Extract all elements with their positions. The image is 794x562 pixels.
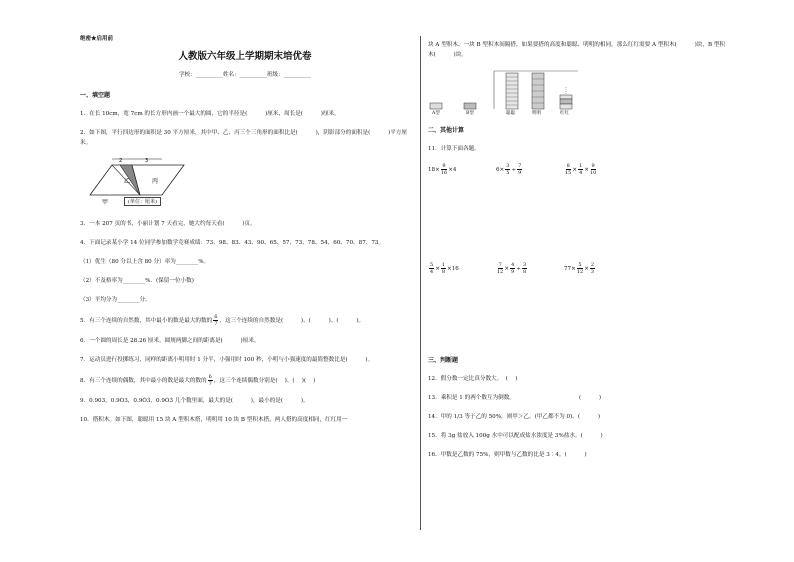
fig-label-jia: 甲 [102, 199, 109, 206]
section-fill-blank: 一、填空题 [80, 92, 111, 99]
question-15: 15．将 3g 盐放入 100g 水中可以配成盐水浓度是 3%盐水。( ) [428, 433, 603, 439]
secret-label: 绝密★启用前 [80, 36, 114, 42]
calc-row-2 [428, 262, 628, 275]
section-calculation: 二、其他计算 [428, 127, 465, 134]
calc-4: $\frac{5}{4}$ × $\frac{1}{8}$ ×16 [430, 262, 459, 275]
question-2: 2．如下图，平行四边形的面积是 30 平方厘米，其中甲、乙、丙三个三角形的面积比是( )，阴影部分的面积是( )平方厘米。 [80, 130, 408, 146]
question-5: 5．有三个连续的自然数，其中最小的数是最大的数的 $\frac{6}{7}$ ，这三个连续的自然数是( )、( )、( )。 [80, 314, 365, 327]
label-b-block: B型 [466, 111, 474, 116]
fig-label-bing: 丙 [152, 178, 159, 185]
blocks-figure [428, 69, 588, 119]
question-10-continued: 块 A 型积木、一块 B 型积木间隔搭，如果要搭的高度和聪聪、明明的相同，那么红红需要 A 型积木( )块，B 型积木( )块。 [428, 42, 726, 58]
question-3: 3．一本 207 页的书，小丽计划 7 天看完，她大约每天看( )页。 [80, 221, 256, 227]
question-1: 1．在长 10cm，宽 7cm 的长方形内画一个最大的圆，它的半径是( )厘米，周长是( )厘米。 [80, 111, 340, 117]
label-mingming: 明明 [532, 111, 541, 116]
question-6: 6．一个圆的周长是 28.26 厘米，圆规两脚之间的距离是( )厘米。 [80, 338, 260, 344]
calc-6: 77× $\frac{5}{12}$ × $\frac{2}{3}$ [564, 262, 595, 275]
fraction: $\frac{6}{7}$ [208, 374, 212, 387]
fig-label-yi: 乙 [124, 178, 131, 185]
calc-2: 6× $\frac{3}{5}$ ÷ $\frac{7}{9}$ [496, 163, 522, 176]
figure-caption: (单位：厘米) [124, 197, 161, 206]
question-10: 10．搭积木。如下图，聪聪用 15 块 A 型积木搭，明明用 10 块 B 型积木搭，两人搭的高度相同，红红用一 [80, 417, 348, 423]
label-congcong: 聪聪 [506, 111, 515, 116]
parallelogram-figure [84, 153, 194, 213]
stack-mingming [532, 73, 544, 109]
stack-honghong [560, 87, 572, 109]
exam-title: 人教版六年级上学期期末培优卷 [178, 51, 312, 62]
question-7: 7．运动员进行投掷练习，同样的距离小明用时 1 分半，小强用时 100 秒，小明与小强速度的最简整数比是( )。 [80, 357, 374, 363]
student-info-line: 学校：__________姓名：__________班级：__________ [178, 72, 311, 78]
calc-row-1 [428, 163, 628, 176]
question-4a: （1）优生（80 分以上含 80 分）率为________%。 [80, 259, 210, 265]
question-16: 16．甲数是乙数的 75%，则甲数与乙数的比是 3∶4。( ) [428, 452, 587, 458]
calc-1: 18× $\frac{9}{16}$ ×4 [428, 163, 457, 176]
label-honghong: 红红 [560, 111, 569, 116]
question-4c: （3）平均分为________分。 [80, 297, 151, 303]
question-4: 4．下面记录某小学 14 位同学参加数学竞赛成绩：73、98、83、43、90、65、57、73、78、54、60、70、87、73。 [80, 240, 385, 246]
right-column [428, 40, 728, 469]
fig-label-2: 2 [119, 158, 123, 164]
question-13: 13．乘积是 1 的两个数互为倒数。 ( ) [428, 395, 602, 401]
fig-label-3: 3 [145, 158, 149, 164]
question-14: 14．甲的 1/3 等于乙的 50%，则甲＞乙。(甲乙都不为 0)。( ) [428, 414, 601, 420]
left-column [80, 34, 410, 434]
section-judgement: 三、判断题 [428, 357, 459, 364]
question-12: 12．假分数一定比真分数大。 ( ) [428, 376, 518, 382]
calc-3: $\frac{8}{15}$ × $\frac{1}{4}$ × $\frac{9}{10}$ [565, 163, 597, 176]
question-11: 11．计算下面各题。 [428, 146, 480, 152]
question-8: 8．有三个连续的偶数，其中最小的数是最大的数的 $\frac{6}{7}$ ，这三个连续偶数分别是( )、( )( ) [80, 374, 316, 387]
question-9: 9．0.903，0.9Ȯ3，0.9Ȯ3̇，0.9Ȯ3̇ 几个数里面，最大的是( )，最小的是( )。 [80, 398, 309, 404]
question-4b: （2）不及格率为________%．(保留一位小数) [80, 278, 194, 284]
column-divider [420, 36, 421, 530]
label-a-block: A型 [432, 111, 440, 116]
fraction: $\frac{6}{7}$ [214, 314, 218, 327]
stack-congcong [506, 73, 518, 109]
calc-5: $\frac{7}{12}$ × $\frac{4}{9}$ ÷ $\frac{3}{8}$ [497, 262, 527, 275]
